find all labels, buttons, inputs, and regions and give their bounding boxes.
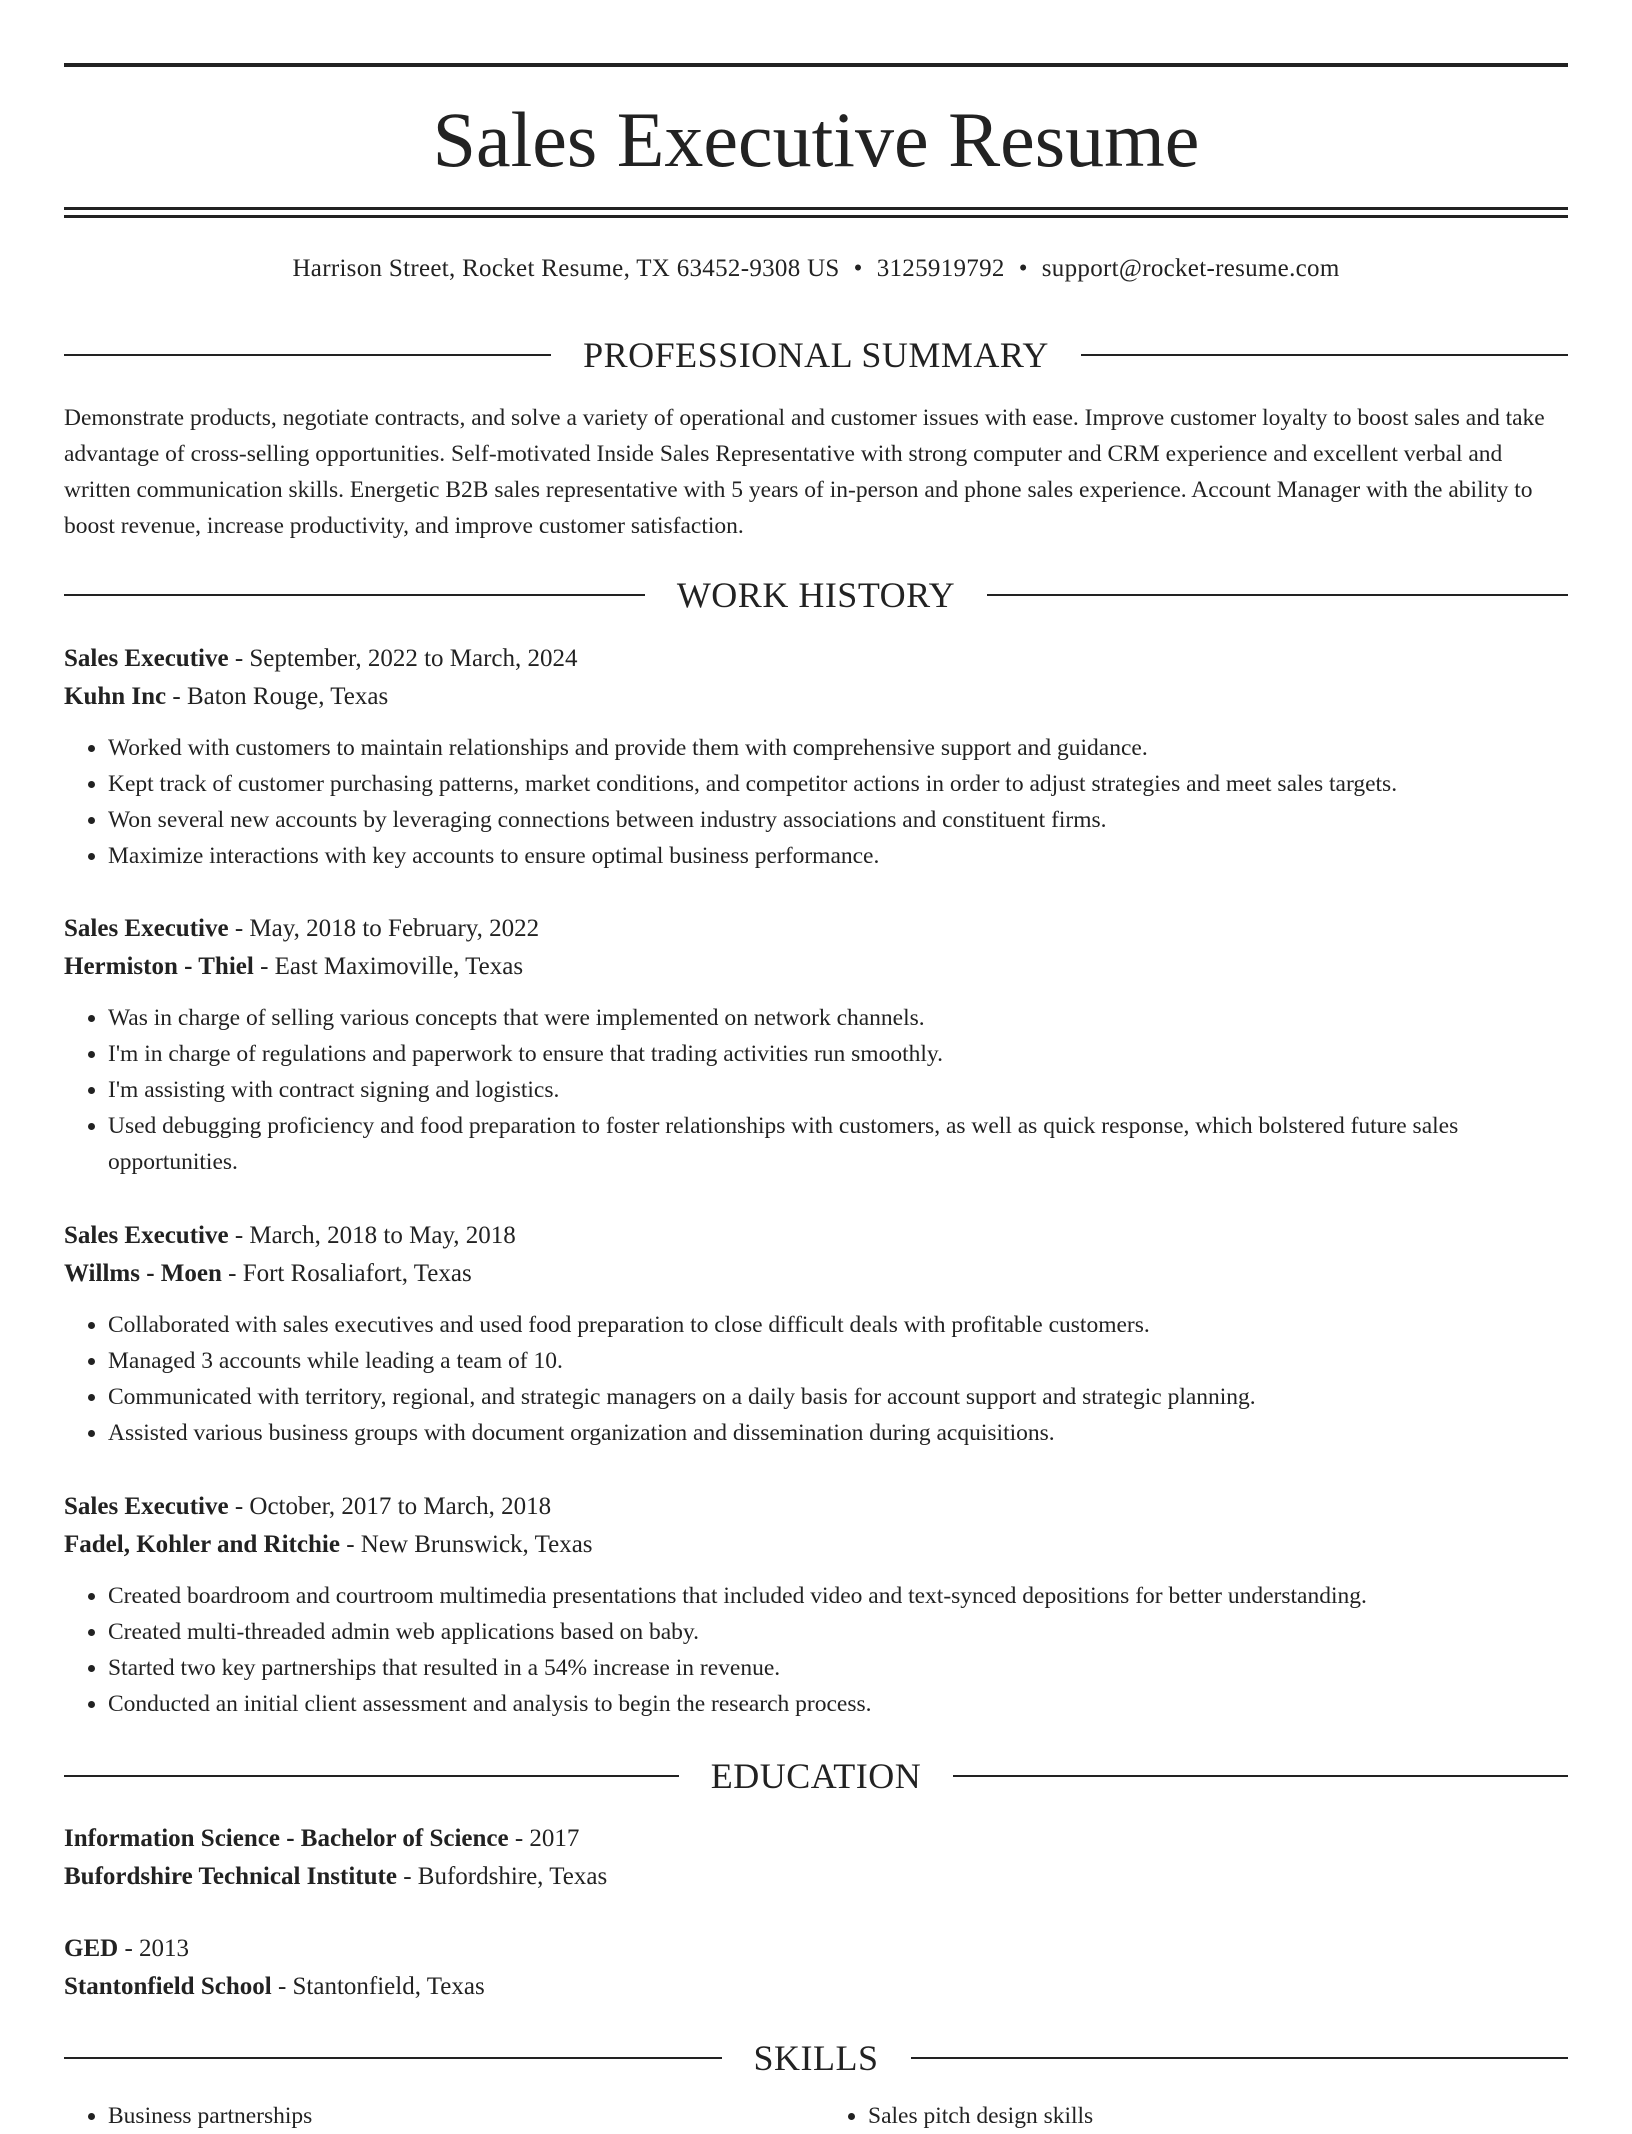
education-degree-line: Information Science - Bachelor of Science - 2017 <box>64 1825 580 1852</box>
education-degree: GED <box>64 1935 119 1962</box>
job-dates: May, 2018 to February, 2022 <box>249 915 540 942</box>
job-bullet: • Won several new accounts by leveraging connections between industry associations and constituent firms. <box>108 802 1568 838</box>
job-title: Sales Executive <box>64 1222 229 1249</box>
job-company: Fadel, Kohler and Ritchie <box>64 1531 340 1558</box>
education-degree: Information Science - Bachelor of Science <box>64 1825 509 1852</box>
job-bullet: • I'm in charge of regulations and paperwork to ensure that trading activities run smoothly. <box>108 1036 1568 1072</box>
job-bullets <box>64 1578 1568 1722</box>
education-degree-line: GED - 2013 <box>64 1935 190 1962</box>
job-company-line: Kuhn Inc - Baton Rouge, Texas <box>64 683 389 710</box>
job-bullet: • Created boardroom and courtroom multimedia presentations that included video and text-synced depositions for better understanding. <box>108 1578 1568 1614</box>
contact-separator: • <box>853 255 863 282</box>
job-company-line: Fadel, Kohler and Ritchie - New Brunswick, Texas <box>64 1531 593 1558</box>
education-location: Bufordshire, Texas <box>417 1863 608 1890</box>
job-location: East Maximoville, Texas <box>274 953 524 980</box>
job-entry <box>64 1217 1568 1451</box>
job-company: Hermiston - Thiel <box>64 953 254 980</box>
contact-phone: 3125919792 <box>876 255 1005 282</box>
job-bullets <box>64 1307 1568 1451</box>
contact-line <box>0 252 1632 286</box>
job-title: Sales Executive <box>64 915 229 942</box>
page-title: Sales Executive Resume <box>432 96 1200 183</box>
job-bullets <box>64 730 1568 874</box>
job-bullet: • Managed 3 accounts while leading a team of 10. <box>108 1343 1568 1379</box>
job-title-line: Sales Executive - May, 2018 to February, 2022 <box>64 915 540 942</box>
job-dates: October, 2017 to March, 2018 <box>249 1493 552 1520</box>
education-entry <box>64 1820 1568 1896</box>
job-title: Sales Executive <box>64 1493 229 1520</box>
job-company-line: Willms - Moen - Fort Rosaliafort, Texas <box>64 1260 472 1287</box>
title-rule-upper <box>64 207 1568 210</box>
education-school-line: Bufordshire Technical Institute - Bufordshire, Texas <box>64 1863 608 1890</box>
skills-list <box>64 2098 1568 2134</box>
heading-rule <box>64 594 645 596</box>
section-heading-summary <box>64 333 1568 377</box>
heading-rule <box>64 2057 722 2059</box>
title-rule-lower <box>64 215 1568 218</box>
education-year: 2013 <box>139 1935 190 1962</box>
section-heading-education <box>64 1754 1568 1798</box>
education-entry <box>64 1930 1568 2006</box>
heading-rule <box>953 1775 1568 1777</box>
education-school-line: Stantonfield School - Stantonfield, Texas <box>64 1973 485 2000</box>
section-title: SKILLS <box>753 2038 879 2078</box>
contact-separator: • <box>1018 255 1028 282</box>
job-bullet: • Created multi-threaded admin web applications based on baby. <box>108 1614 1568 1650</box>
job-title: Sales Executive <box>64 645 229 672</box>
heading-rule <box>987 594 1568 596</box>
heading-rule <box>911 2057 1569 2059</box>
education-school: Bufordshire Technical Institute <box>64 1863 397 1890</box>
job-title-line: Sales Executive - September, 2022 to March, 2024 <box>64 645 578 672</box>
job-entry <box>64 910 1568 1180</box>
job-location: New Brunswick, Texas <box>360 1531 593 1558</box>
job-bullet: • Worked with customers to maintain relationships and provide them with comprehensive support and guidance. <box>108 730 1568 766</box>
job-dates: September, 2022 to March, 2024 <box>249 645 578 672</box>
education-location: Stantonfield, Texas <box>292 1973 485 2000</box>
contact-email: support@rocket-resume.com <box>1041 255 1340 282</box>
heading-rule <box>64 354 551 356</box>
job-company: Willms - Moen <box>64 1260 222 1287</box>
professional-summary: Demonstrate products, negotiate contracts, and solve a variety of operational and customer issues with ease. Improve customer loyalty to boost sales and take advantage of cross-selling opportunities. Self-motivated Inside Sales Representative with strong computer and CRM experience and excellent verbal and written communication skills. Energetic B2B sales representative with 5 years of in-person and phone sales experience. Account Manager with the ability to boost revenue, increase productivity, and improve customer satisfaction. <box>64 405 1545 539</box>
section-title: PROFESSIONAL SUMMARY <box>583 335 1049 375</box>
education-school: Stantonfield School <box>64 1973 272 2000</box>
section-heading-work <box>64 573 1568 617</box>
job-bullet: • Started two key partnerships that resulted in a 54% increase in revenue. <box>108 1650 1568 1686</box>
section-heading-skills <box>64 2036 1568 2080</box>
heading-rule <box>64 1775 679 1777</box>
job-bullet: • I'm assisting with contract signing and logistics. <box>108 1072 1568 1108</box>
job-bullets <box>64 1000 1568 1180</box>
section-title: EDUCATION <box>710 1756 922 1796</box>
job-location: Fort Rosaliafort, Texas <box>242 1260 472 1287</box>
job-bullet: • Communicated with territory, regional, and strategic managers on a daily basis for account support and strategic planning. <box>108 1379 1568 1415</box>
contact-address: Harrison Street, Rocket Resume, TX 63452-9308 US <box>292 255 840 282</box>
job-company: Kuhn Inc <box>64 683 167 710</box>
job-title-line: Sales Executive - October, 2017 to March, 2018 <box>64 1493 552 1520</box>
job-bullet: • Assisted various business groups with document organization and dissemination during acquisitions. <box>108 1415 1568 1451</box>
skill-item: • Sales pitch design skills <box>868 2098 1568 2134</box>
job-bullet: • Used debugging proficiency and food preparation to foster relationships with customers, as well as quick response, which bolstered future sales opportunities. <box>108 1108 1568 1180</box>
job-company-line: Hermiston - Thiel - East Maximoville, Texas <box>64 953 524 980</box>
job-entry <box>64 640 1568 874</box>
job-bullet: • Conducted an initial client assessment and analysis to begin the research process. <box>108 1686 1568 1722</box>
heading-rule <box>1081 354 1568 356</box>
top-rule <box>64 63 1568 67</box>
job-bullet: • Maximize interactions with key accounts to ensure optimal business performance. <box>108 838 1568 874</box>
job-bullet: • Kept track of customer purchasing patterns, market conditions, and competitor actions in order to adjust strategies and meet sales targets. <box>108 766 1568 802</box>
job-title-line: Sales Executive - March, 2018 to May, 2018 <box>64 1222 516 1249</box>
job-bullet: • Was in charge of selling various concepts that were implemented on network channels. <box>108 1000 1568 1036</box>
job-entry <box>64 1488 1568 1722</box>
education-year: 2017 <box>529 1825 580 1852</box>
job-bullet: • Collaborated with sales executives and used food preparation to close difficult deals with profitable customers. <box>108 1307 1568 1343</box>
skill-item: • Business partnerships <box>108 2098 808 2134</box>
job-location: Baton Rouge, Texas <box>186 683 389 710</box>
job-dates: March, 2018 to May, 2018 <box>249 1222 516 1249</box>
section-title: WORK HISTORY <box>676 575 956 615</box>
